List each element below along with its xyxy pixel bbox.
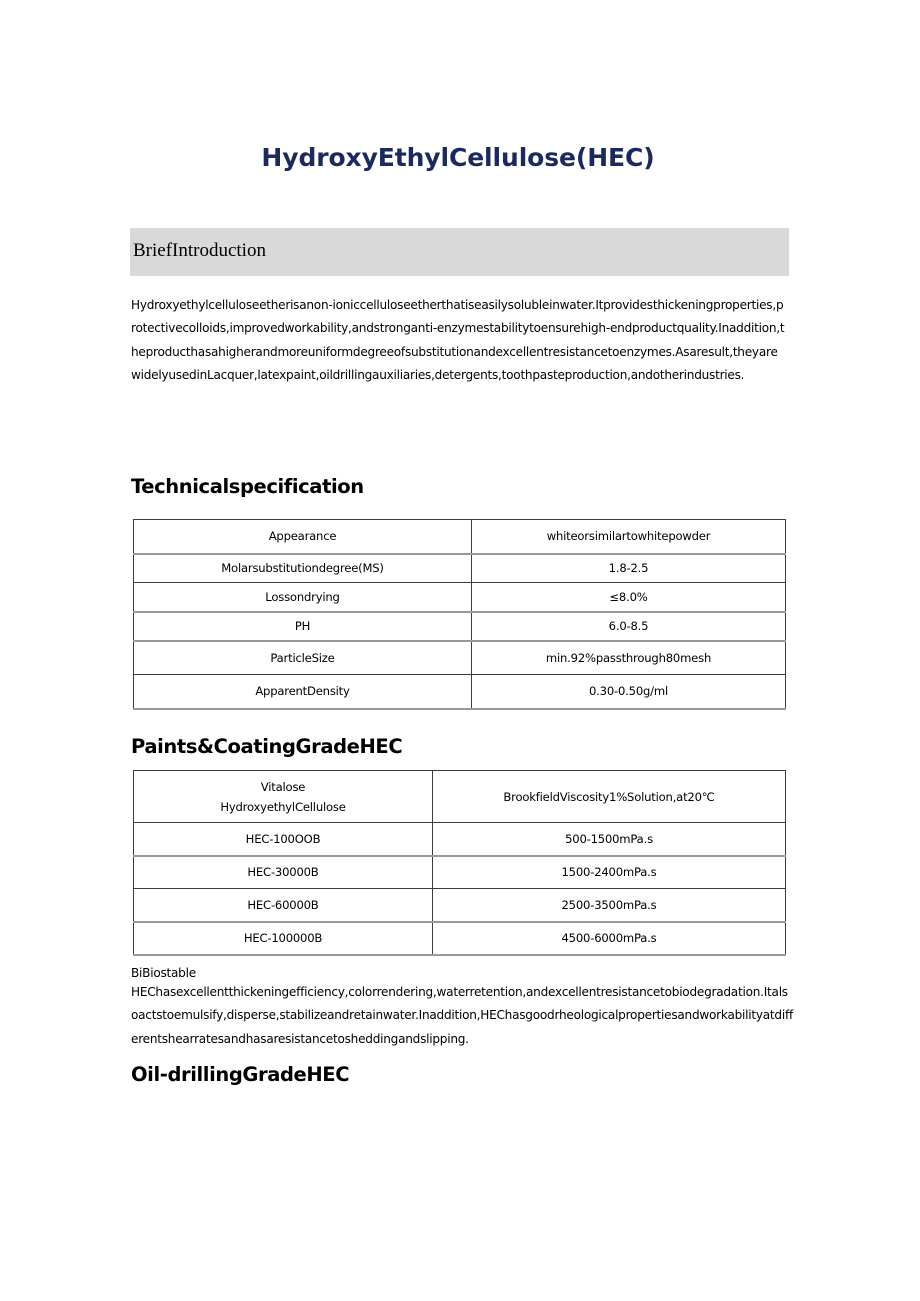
- table-row: [134, 554, 786, 583]
- paints-viscosity: 500-1500mPa.s: [433, 823, 786, 856]
- table-row: [134, 520, 786, 554]
- biostable-label: BiBiostable: [131, 966, 196, 980]
- table-row: [134, 823, 786, 856]
- table-row: [134, 641, 786, 675]
- table-row: [134, 612, 786, 641]
- paints-grade: HEC-100OOB: [134, 823, 433, 856]
- table-row: [134, 675, 786, 709]
- paints-viscosity: 1500-2400mPa.s: [433, 856, 786, 889]
- section-heading-technical-specification: Technicalspecification: [131, 475, 364, 498]
- paints-header-product-line1: Vitalose: [260, 779, 306, 794]
- spec-value: whiteorsimilartowhitepowder: [472, 520, 786, 554]
- spec-property: ApparentDensity: [134, 675, 472, 709]
- paints-grade: HEC-60000B: [134, 889, 433, 922]
- spec-property: Molarsubstitutiondegree(MS): [134, 554, 472, 583]
- paints-viscosity: 2500-3500mPa.s: [433, 889, 786, 922]
- paints-header-product-line2: HydroxyethylCellulose: [220, 799, 346, 814]
- spec-value: min.92%passthrough80mesh: [472, 641, 786, 675]
- table-row: [134, 922, 786, 955]
- spec-property: PH: [134, 612, 472, 641]
- spec-property: Appearance: [134, 520, 472, 554]
- spec-property: Lossondrying: [134, 583, 472, 612]
- section-heading-oil-drilling-grade: Oil-drillingGradeHEC: [131, 1063, 350, 1086]
- paints-viscosity: 4500-6000mPa.s: [433, 922, 786, 955]
- paints-header-product: [134, 771, 433, 823]
- spec-value: 1.8-2.5: [472, 554, 786, 583]
- spec-property: ParticleSize: [134, 641, 472, 675]
- spec-value: 6.0-8.5: [472, 612, 786, 641]
- paints-grade: HEC-100000B: [134, 922, 433, 955]
- page-title: HydroxyEthylCellulose(HEC): [261, 143, 655, 172]
- table-header-row: [134, 771, 786, 823]
- paints-grade: HEC-30000B: [134, 856, 433, 889]
- spec-value: ≤8.0%: [472, 583, 786, 612]
- biostable-paragraph: HEChasexcellentthickeningefficiency,colorrendering,waterretention,andexcellentresistancetobiodegradation.Italsoactstoemulsify,disperse,stabilizeandretainwater.Inaddition,HEChasgoodrheologicalpropertiesandworkabilityatdifferentshearratesandhasaresistancetosheddingandslipping.: [131, 985, 793, 1046]
- section-heading-paints-coating-grade: Paints&CoatingGradeHEC: [131, 735, 403, 758]
- table-row: [134, 583, 786, 612]
- table-row: [134, 856, 786, 889]
- paints-header-viscosity: BrookfieldViscosity1%Solution,at20℃: [433, 771, 786, 823]
- table-row: [134, 889, 786, 922]
- brief-introduction-label: BriefIntroduction: [133, 240, 266, 261]
- spec-value: 0.30-0.50g/ml: [472, 675, 786, 709]
- paints-coating-grade-table: [133, 770, 786, 956]
- brief-introduction-banner: [130, 228, 789, 276]
- brief-introduction-paragraph: Hydroxyethylcelluloseetherisanon-ioniccelluloseetherthatiseasilysolubleinwater.Itprovidesthickeningproperties,protectivecolloids,improvedworkability,andstronganti-enzymestabilitytoensurehigh-endproductquality.Inaddition,theproducthasahigherandmoreuniformdegreeofsubstitutionandexcellentresistancetoenzymes.Asaresult,theyarewidelyusedinLacquer,latexpaint,oildrillingauxiliaries,detergents,toothpasteproduction,andotherindustries.: [131, 298, 785, 382]
- technical-specification-table: [133, 519, 786, 710]
